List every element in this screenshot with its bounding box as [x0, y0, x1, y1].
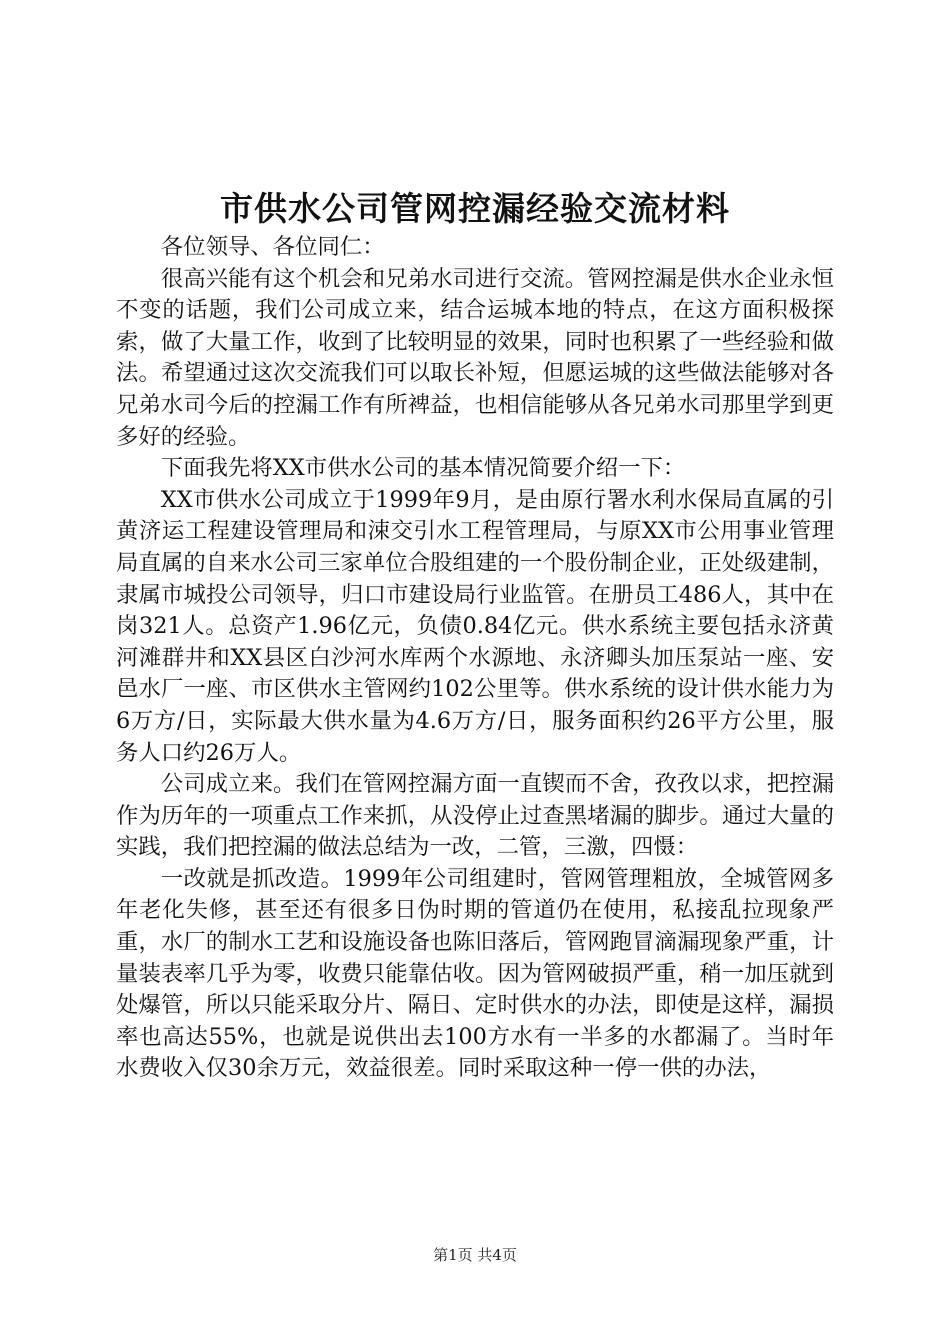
document-body: [116, 232, 834, 1085]
leak-control-summary-paragraph: 公司成立来。我们在管网控漏方面一直锲而不舍，孜孜以求，把控漏作为历年的一项重点工作来抓，从没停止过查黑堵漏的脚步。通过大量的实践，我们把控漏的做法总结为一改，二管，三激，四慑：: [116, 771, 834, 861]
document-title: 市供水公司管网控漏经验交流材料: [220, 189, 730, 228]
page-footer: 第1页 共4页: [433, 1246, 517, 1264]
reform-paragraph: 一改就是抓改造。1999年公司组建时，管网管理粗放，全城管网多年老化失修，甚至还有很多日伪时期的管道仍在使用，私接乱拉现象严重，水厂的制水工艺和设施设备也陈旧落后，管网跑冒滴漏现象严重，计量装表率几乎为零，收费只能靠估收。因为管网破损严重，稍一加压就到处爆管，所以只能采取分片、隔日、定时供水的办法，即使是这样，漏损率也高达55%，也就是说供出去100方水有一半多的水都漏了。当时年水费收入仅30余万元，效益很差。同时采取这种一停一供的办法，: [116, 865, 834, 1082]
company-overview-paragraph: XX市供水公司成立于1999年9月，是由原行署水利水保局直属的引黄济运工程建设管理局和涑交引水工程管理局，与原XX市公用事业管理局直属的自来水公司三家单位合股组建的一个股份制企业，正处级建制，隶属市城投公司领导，归口市建设局行业监管。在册员工486人，其中在岗321人。总资产1.96亿元，负债0.84亿元。供水系统主要包括永济黄河滩群井和XX县区白沙河水库两个水源地、永济卿头加压泵站一座、安邑水厂一座、市区供水主管网约102公里等。供水系统的设计供水能力为6万方/日，实际最大供水量为4.6万方/日，服务面积约26平方公里，服务人口约26万人。: [116, 486, 834, 766]
overview-lead-paragraph: 下面我先将XX市供水公司的基本情况简要介绍一下：: [160, 455, 686, 482]
intro-paragraph: 很高兴能有这个机会和兄弟水司进行交流。管网控漏是供水企业永恒不变的话题，我们公司成立来，结合运城本地的特点，在这方面积极探索，做了大量工作，收到了比较明显的效果，同时也积累了一些经验和做法。希望通过这次交流我们可以取长补短，但愿运城的这些做法能够对各兄弟水司今后的控漏工作有所裨益，也相信能够从各兄弟水司那里学到更多好的经验。: [116, 265, 834, 450]
salutation-paragraph: 各位领导、各位同仁：: [160, 234, 385, 260]
